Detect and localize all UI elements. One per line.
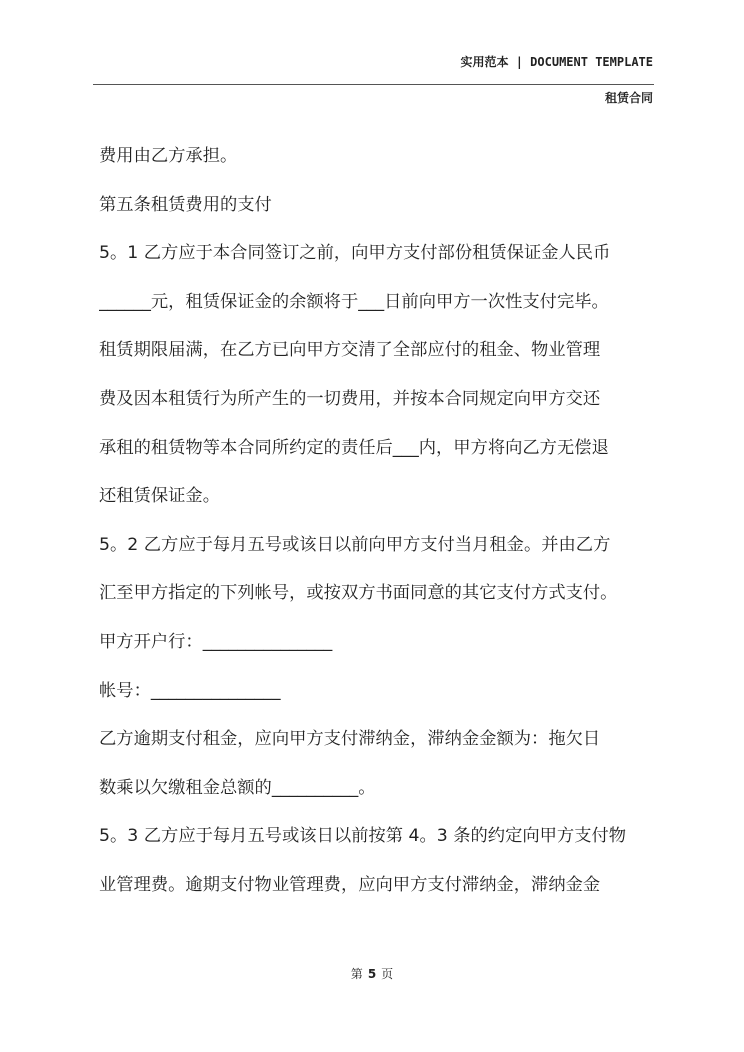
text-line: 承租的租赁物等本合同所约定的责任后___内，甲方将向乙方无偿退 — [99, 437, 609, 458]
text-line: 第五条租赁费用的支付 — [99, 194, 272, 215]
text-line: ______元，租赁保证金的余额将于___日前向甲方一次性支付完毕。 — [99, 291, 609, 312]
footer-suffix: 页 — [381, 967, 394, 981]
text-line: 5。3 乙方应于每月五号或该日以前按第 4。3 条的约定向甲方支付物 — [99, 826, 627, 847]
text-line: 汇至甲方指定的下列帐号，或按双方书面同意的其它支付方式支付。 — [99, 583, 618, 604]
text-line: 还租赁保证金。 — [99, 486, 220, 507]
page-number: 5 — [367, 967, 377, 981]
contract-body — [99, 141, 655, 919]
header-divider — [93, 84, 654, 85]
text-line: 费及因本租赁行为所产生的一切费用，并按本合同规定向甲方交还 — [99, 388, 601, 409]
text-line: 费用由乙方承担。 — [99, 146, 238, 166]
text-line: 乙方逾期支付租金，应向甲方支付滞纳金，滞纳金金额为：拖欠日 — [99, 729, 601, 750]
text-line: 租赁期限届满，在乙方已向甲方交清了全部应付的租金、物业管理 — [99, 340, 601, 361]
text-line: 5。1 乙方应于本合同签订之前，向甲方支付部份租赁保证金人民币 — [99, 243, 611, 264]
page-footer — [0, 965, 744, 982]
footer-prefix: 第 — [350, 967, 363, 981]
text-line: 数乘以欠缴租金总额的__________。 — [99, 777, 376, 798]
document-header-title: 实用范本 | DOCUMENT TEMPLATE — [460, 55, 653, 69]
text-line: 帐号：_______________ — [99, 680, 281, 701]
document-header-subtitle: 租赁合同 — [604, 91, 653, 105]
text-line: 业管理费。逾期支付物业管理费，应向甲方支付滞纳金，滞纳金金 — [99, 874, 601, 895]
text-line: 甲方开户行：_______________ — [99, 631, 333, 652]
text-line: 5。2 乙方应于每月五号或该日以前向甲方支付当月租金。并由乙方 — [99, 534, 611, 555]
